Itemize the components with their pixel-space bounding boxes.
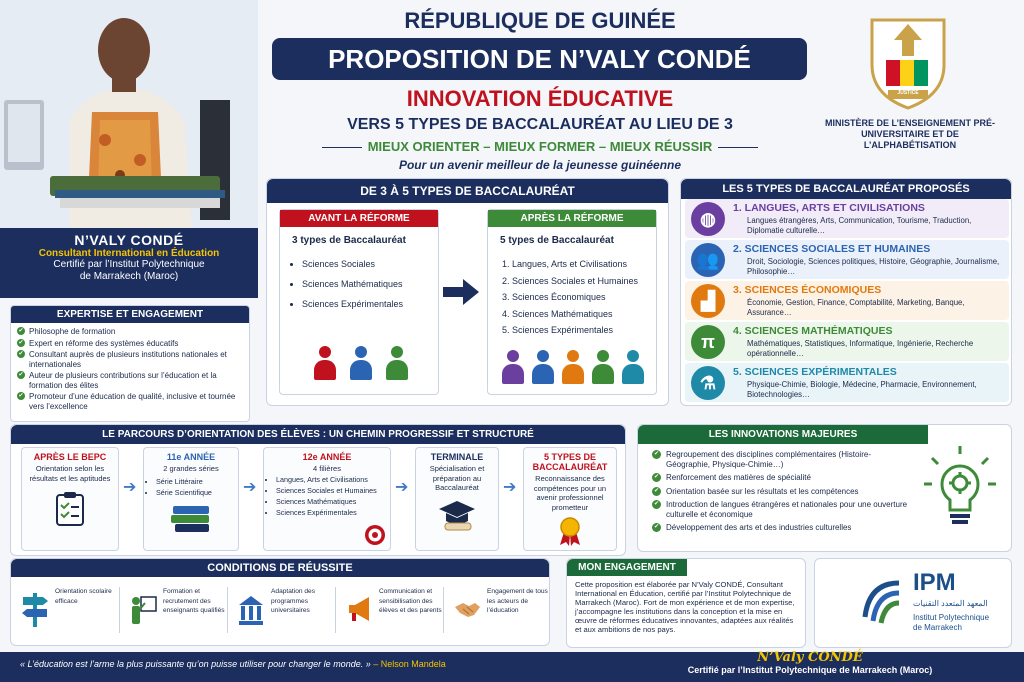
step-list <box>264 474 390 518</box>
bac-type-title: 1. LANGUES, ARTS ET CIVILISATIONS <box>733 202 925 214</box>
ipm-logo-panel <box>814 558 1012 648</box>
list-item: ✔ Regroupement des disciplines complémentaires (Histoire-Géographie, Physique-Chimie…) <box>652 450 908 469</box>
list-item: 1. Langues, Arts et Civilisations <box>512 256 656 273</box>
bac-types-title: LES 5 TYPES DE BACCALAURÉAT PROPOSÉS <box>681 179 1011 199</box>
bac-type-row <box>685 199 1009 238</box>
ipm-name-line1: Institut Polytechnique <box>913 613 990 622</box>
person-icon <box>314 346 336 380</box>
divider <box>119 587 120 633</box>
expertise-list <box>11 323 249 417</box>
flask-icon: ⚗ <box>691 366 725 400</box>
globe-icon: ◍ <box>691 202 725 236</box>
person-icon <box>350 346 372 380</box>
profile-card <box>0 228 258 298</box>
engagement-text: Cette proposition est élaborée par N’Valy CONDÉ, Consultant International en Éducation, certifié par l’Institut Polytechnique de Marrakech (Maroc). Fort de mon expérience et de mon expertise, j’accompagne les institutions dans la conception et la mise en œuvre de réformes éducatives innovantes, adaptées aux réalités et aux ambitions de nos pays. <box>575 580 795 634</box>
list-item: ✔ Orientation basée sur les résultats et les compétences <box>652 487 908 497</box>
graduation-cap-icon <box>437 499 477 533</box>
bac-type-desc: Économie, Gestion, Finance, Comptabilité, Marketing, Banque, Assurance… <box>747 298 965 317</box>
path-step-terminale <box>415 447 499 551</box>
list-item: • Sciences Expérimentales <box>276 507 390 518</box>
ministry-name: MINISTÈRE DE L’ENSEIGNEMENT PRÉ-UNIVERSITAIRE ET DE L’ALPHABÉTISATION <box>824 118 996 150</box>
list-item: ✔ Introduction de langues étrangères et nationales pour une ouverture culturelle et économique <box>652 500 908 519</box>
books-icon <box>169 504 213 534</box>
profile-cert-line1: Certifié par l’Institut Polytechnique <box>53 259 205 270</box>
condition-text: Orientation scolaire efficace <box>55 588 112 605</box>
condition-item <box>339 583 445 639</box>
bac-type-row <box>685 240 1009 279</box>
arrow-right-icon: ➔ <box>395 479 409 496</box>
quote-author: – Nelson Mandela <box>373 659 446 669</box>
engagement-title: MON ENGAGEMENT <box>567 559 687 576</box>
list-item: • Série Littéraire <box>156 476 238 487</box>
profile-cert-line2: de Marrakech (Maroc) <box>79 271 179 282</box>
engagement-panel <box>566 558 806 648</box>
lightbulb-gear-icon <box>920 440 1000 530</box>
list-item: • Série Scientifique <box>156 487 238 498</box>
condition-item <box>123 583 229 639</box>
ipm-acronym: IPM <box>913 569 956 596</box>
bac-type-row <box>685 322 1009 361</box>
list-item: ✔ Développement des arts et des industries culturelles <box>652 523 908 533</box>
checklist-icon <box>55 491 85 527</box>
step-desc: 2 grandes séries <box>163 464 219 473</box>
list-item: ✔ Auteur de plusieurs contributions sur l’éducation et la formation des élites <box>17 371 243 390</box>
condition-item <box>231 583 337 639</box>
republic-title: RÉPUBLIQUE DE GUINÉE <box>404 8 676 33</box>
step-title: 5 TYPES DE BACCALAURÉAT <box>532 452 608 472</box>
list-item: ✔ Philosophe de formation <box>17 327 243 337</box>
medal-icon <box>557 516 583 546</box>
portrait-photo <box>0 0 258 228</box>
emblem-text: JUSTICE <box>897 90 919 96</box>
divider <box>443 587 444 633</box>
bac-type-desc: Mathématiques, Statistiques, Informatique, Ingénierie, Recherche opérationnelle… <box>747 339 974 358</box>
arrow-right-icon: ➔ <box>243 479 257 496</box>
bac-type-desc: Droit, Sociologie, Sciences politiques, Histoire, Géographie, Journalisme, Philosophie… <box>747 257 1000 276</box>
guinea-emblem-icon <box>862 10 954 110</box>
signature-block <box>600 650 1020 675</box>
signature: N’Valy CONDÉ <box>757 650 863 665</box>
list-item: ✔ Renforcement des matières de spécialité <box>652 473 908 483</box>
list-item: • Sciences Sociales et Humaines <box>276 485 390 496</box>
list-item: • Sciences Mathématiques <box>276 496 390 507</box>
subtitle: VERS 5 TYPES DE BACCALAURÉAT AU LIEU DE 3 <box>347 116 733 133</box>
people-icon: 👥 <box>691 243 725 277</box>
chart-icon: ▟ <box>691 284 725 318</box>
teacher-icon <box>129 591 157 627</box>
condition-text: Engagement de tous les acteurs de l’éducation <box>487 588 548 614</box>
step-title: 12e ANNÉE <box>302 452 352 462</box>
step-list <box>144 476 238 498</box>
profile-name: N’VALY CONDÉ <box>74 232 184 248</box>
after-reform-card <box>487 209 657 395</box>
condition-item <box>447 583 547 639</box>
after-reform-subtitle: 5 types de Baccalauréat <box>500 235 614 246</box>
bac-type-desc: Langues étrangères, Arts, Communication, Tourisme, Traduction, Diplomatie culturelle… <box>747 216 972 235</box>
bac-type-title: 3. SCIENCES ÉCONOMIQUES <box>733 284 882 296</box>
before-reform-title: AVANT LA RÉFORME <box>280 210 438 227</box>
step-title: APRÈS LE BEPC <box>33 452 107 462</box>
path-step-12e <box>263 447 391 551</box>
bac-type-row <box>685 363 1009 402</box>
bac-type-title: 4. SCIENCES MATHÉMATIQUES <box>733 325 893 337</box>
person-icon <box>532 350 554 384</box>
person-icon <box>622 350 644 384</box>
list-item: ✔ Consultant auprès de plusieurs institutions nationales et internationales <box>17 350 243 369</box>
pi-icon: π <box>691 325 725 359</box>
orientation-path-title: LE PARCOURS D’ORIENTATION DES ÉLÈVES : UN CHEMIN PROGRESSIF ET STRUCTURÉ <box>11 425 625 444</box>
list-item: 2. Sciences Sociales et Humaines <box>512 273 656 290</box>
arrow-right-icon: ➔ <box>123 479 137 496</box>
ipm-logo-icon <box>859 577 903 627</box>
motto-text: MIEUX ORIENTER – MIEUX FORMER – MIEUX RÉUSSIR <box>367 139 713 154</box>
arrow-right-icon: ➔ <box>503 479 517 496</box>
path-step-11e <box>143 447 239 551</box>
person-icon <box>386 346 408 380</box>
innovation-title: INNOVATION ÉDUCATIVE <box>406 86 674 111</box>
step-desc: Reconnaissance des compétences pour un avenir professionnel prometteur <box>533 474 607 512</box>
list-item: 3. Sciences Économiques <box>512 289 656 306</box>
success-conditions-panel <box>10 558 550 646</box>
handshake-icon <box>453 591 481 627</box>
step-title: 11e ANNÉE <box>166 452 216 462</box>
list-item: • Sciences Expérimentales <box>302 296 438 312</box>
innovations-title: LES INNOVATIONS MAJEURES <box>638 425 928 444</box>
condition-text: Adaptation des programmes universitaires <box>271 588 315 614</box>
megaphone-icon <box>345 591 373 627</box>
condition-text: Communication et sensibilisation des élèves et des parents <box>379 588 442 614</box>
quote-text: « L’éducation est l’arme la plus puissante qu’on puisse utiliser pour changer le monde. » <box>20 659 371 669</box>
path-step-bepc <box>21 447 119 551</box>
orientation-path-panel <box>10 424 626 556</box>
list-item: • Langues, Arts et Civilisations <box>276 474 390 485</box>
list-item: ✔ Expert en réforme des systèmes éducatifs <box>17 339 243 349</box>
bac-reform-title: DE 3 À 5 TYPES DE BACCALAURÉAT <box>267 179 668 203</box>
bac-type-desc: Physique-Chimie, Biologie, Médecine, Pharmacie, Environnement, Biotechnologies… <box>747 380 977 399</box>
divider <box>335 587 336 633</box>
after-reform-title: APRÈS LA RÉFORME <box>488 210 656 227</box>
bac-type-title: 2. SCIENCES SOCIALES ET HUMAINES <box>733 243 931 255</box>
motto <box>270 139 810 154</box>
arrow-right-icon <box>443 277 479 307</box>
innovations-list <box>638 444 908 533</box>
tagline: Pour un avenir meilleur de la jeunesse guinéenne <box>398 158 682 172</box>
condition-text: Formation et recrutement des enseignants qualifiés <box>163 588 225 614</box>
proposal-banner: PROPOSITION DE N’VALY CONDÉ <box>272 38 807 80</box>
portrait-illustration <box>0 0 258 228</box>
mandela-quote <box>20 659 560 669</box>
path-step-bac <box>523 447 617 551</box>
before-reform-list <box>280 256 438 312</box>
target-icon <box>364 524 386 546</box>
bac-reform-panel <box>266 178 669 406</box>
step-desc: Spécialisation et préparation au Baccalauréat <box>429 464 485 492</box>
after-reform-list <box>488 256 656 339</box>
expertise-panel <box>10 305 250 422</box>
step-desc: Orientation selon les résultats et les aptitudes <box>29 464 111 483</box>
condition-item <box>15 583 121 639</box>
signpost-icon <box>21 591 49 627</box>
step-title: TERMINALE <box>430 452 484 462</box>
profile-role: Consultant International en Éducation <box>38 248 220 259</box>
ipm-arabic: المعهد المتعدد التقنيات <box>913 599 988 608</box>
list-item: • Sciences Sociales <box>302 256 438 272</box>
bac-types-panel <box>680 178 1012 406</box>
list-item: • Sciences Mathématiques <box>302 276 438 292</box>
expertise-title: EXPERTISE ET ENGAGEMENT <box>11 306 249 323</box>
person-icon <box>592 350 614 384</box>
list-item: 5. Sciences Expérimentales <box>512 322 656 339</box>
success-conditions-title: CONDITIONS DE RÉUSSITE <box>11 559 549 577</box>
list-item: 4. Sciences Mathématiques <box>512 306 656 323</box>
step-desc: 4 filières <box>313 464 341 473</box>
person-icon <box>502 350 524 384</box>
before-reform-subtitle: 3 types de Baccalauréat <box>292 235 406 246</box>
ipm-name-line2: de Marrakech <box>913 623 962 632</box>
list-item: ✔ Promoteur d’une éducation de qualité, inclusive et tournée vers l’excellence <box>17 392 243 411</box>
bac-type-title: 5. SCIENCES EXPÉRIMENTALES <box>733 366 897 378</box>
bac-type-row <box>685 281 1009 320</box>
university-icon <box>237 591 265 627</box>
person-icon <box>562 350 584 384</box>
before-reform-card <box>279 209 439 395</box>
signature-cert: Certifié par l’Institut Polytechnique de Marrakech (Maroc) <box>687 665 933 675</box>
divider <box>227 587 228 633</box>
